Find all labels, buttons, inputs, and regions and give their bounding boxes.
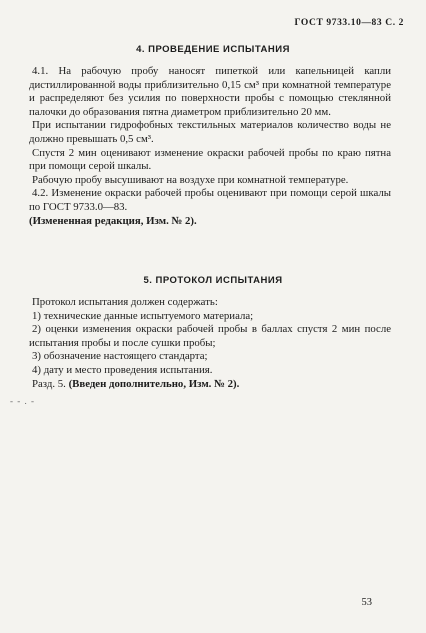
section-5-title: 5. ПРОТОКОЛ ИСПЫТАНИЯ — [143, 275, 283, 286]
protocol-intro: Протокол испытания должен содержать: — [32, 296, 218, 308]
section-4-title: 4. ПРОВЕДЕНИЕ ИСПЫТАНИЯ — [136, 44, 290, 55]
closing-note: (Введен дополнительно, Изм. № 2). — [68, 377, 240, 390]
protocol-item-3: 3) обозначение настоящего стандарта; — [32, 350, 208, 363]
paragraph-hydrophobic: При испытании гидрофобных текстильных материалов количество воды не должно превышать 0,5 см³. — [29, 119, 391, 145]
closing-prefix: Разд. 5. — [32, 377, 66, 390]
margin-mark: - - . - — [10, 396, 35, 406]
page-number: 53 — [361, 597, 372, 608]
paragraph-evaluation: Спустя 2 мин оценивают изменение окраски рабочей пробы по краю пятна при помощи серой шкалы. — [29, 146, 391, 173]
paragraph-4-2: 4.2. Изменение окраски рабочей пробы оценивают при помощи серой шкалы по ГОСТ 9733.0—83. — [29, 187, 391, 213]
paragraph-drying: Рабочую пробу высушивают на воздухе при комнатной температуре. — [32, 173, 349, 186]
protocol-item-1: 1) технические данные испытуемого материала; — [32, 309, 254, 322]
protocol-item-4: 4) дату и место проведения испытания. — [32, 363, 213, 376]
section-4-body — [29, 65, 391, 228]
section-5-body — [29, 296, 391, 391]
paragraph-4-1: 4.1. На рабочую пробу наносят пипеткой или капельницей капли дистиллированной воды приблизительно 0,15 см³ при комнатной температуре и распределяют без усилия по поверхности пробы с помощью стеклянной палочки до образования пятна диаметром приблизительно 20 мм. — [29, 65, 391, 118]
protocol-item-2: 2) оценки изменения окраски рабочей пробы в баллах спустя 2 мин после испытания пробы и после сушки пробы; — [29, 323, 391, 349]
section-closing — [29, 378, 391, 392]
page-header: ГОСТ 9733.10—83 С. 2 — [294, 18, 404, 28]
amendment-note: (Измененная редакция, Изм. № 2). — [29, 214, 197, 227]
